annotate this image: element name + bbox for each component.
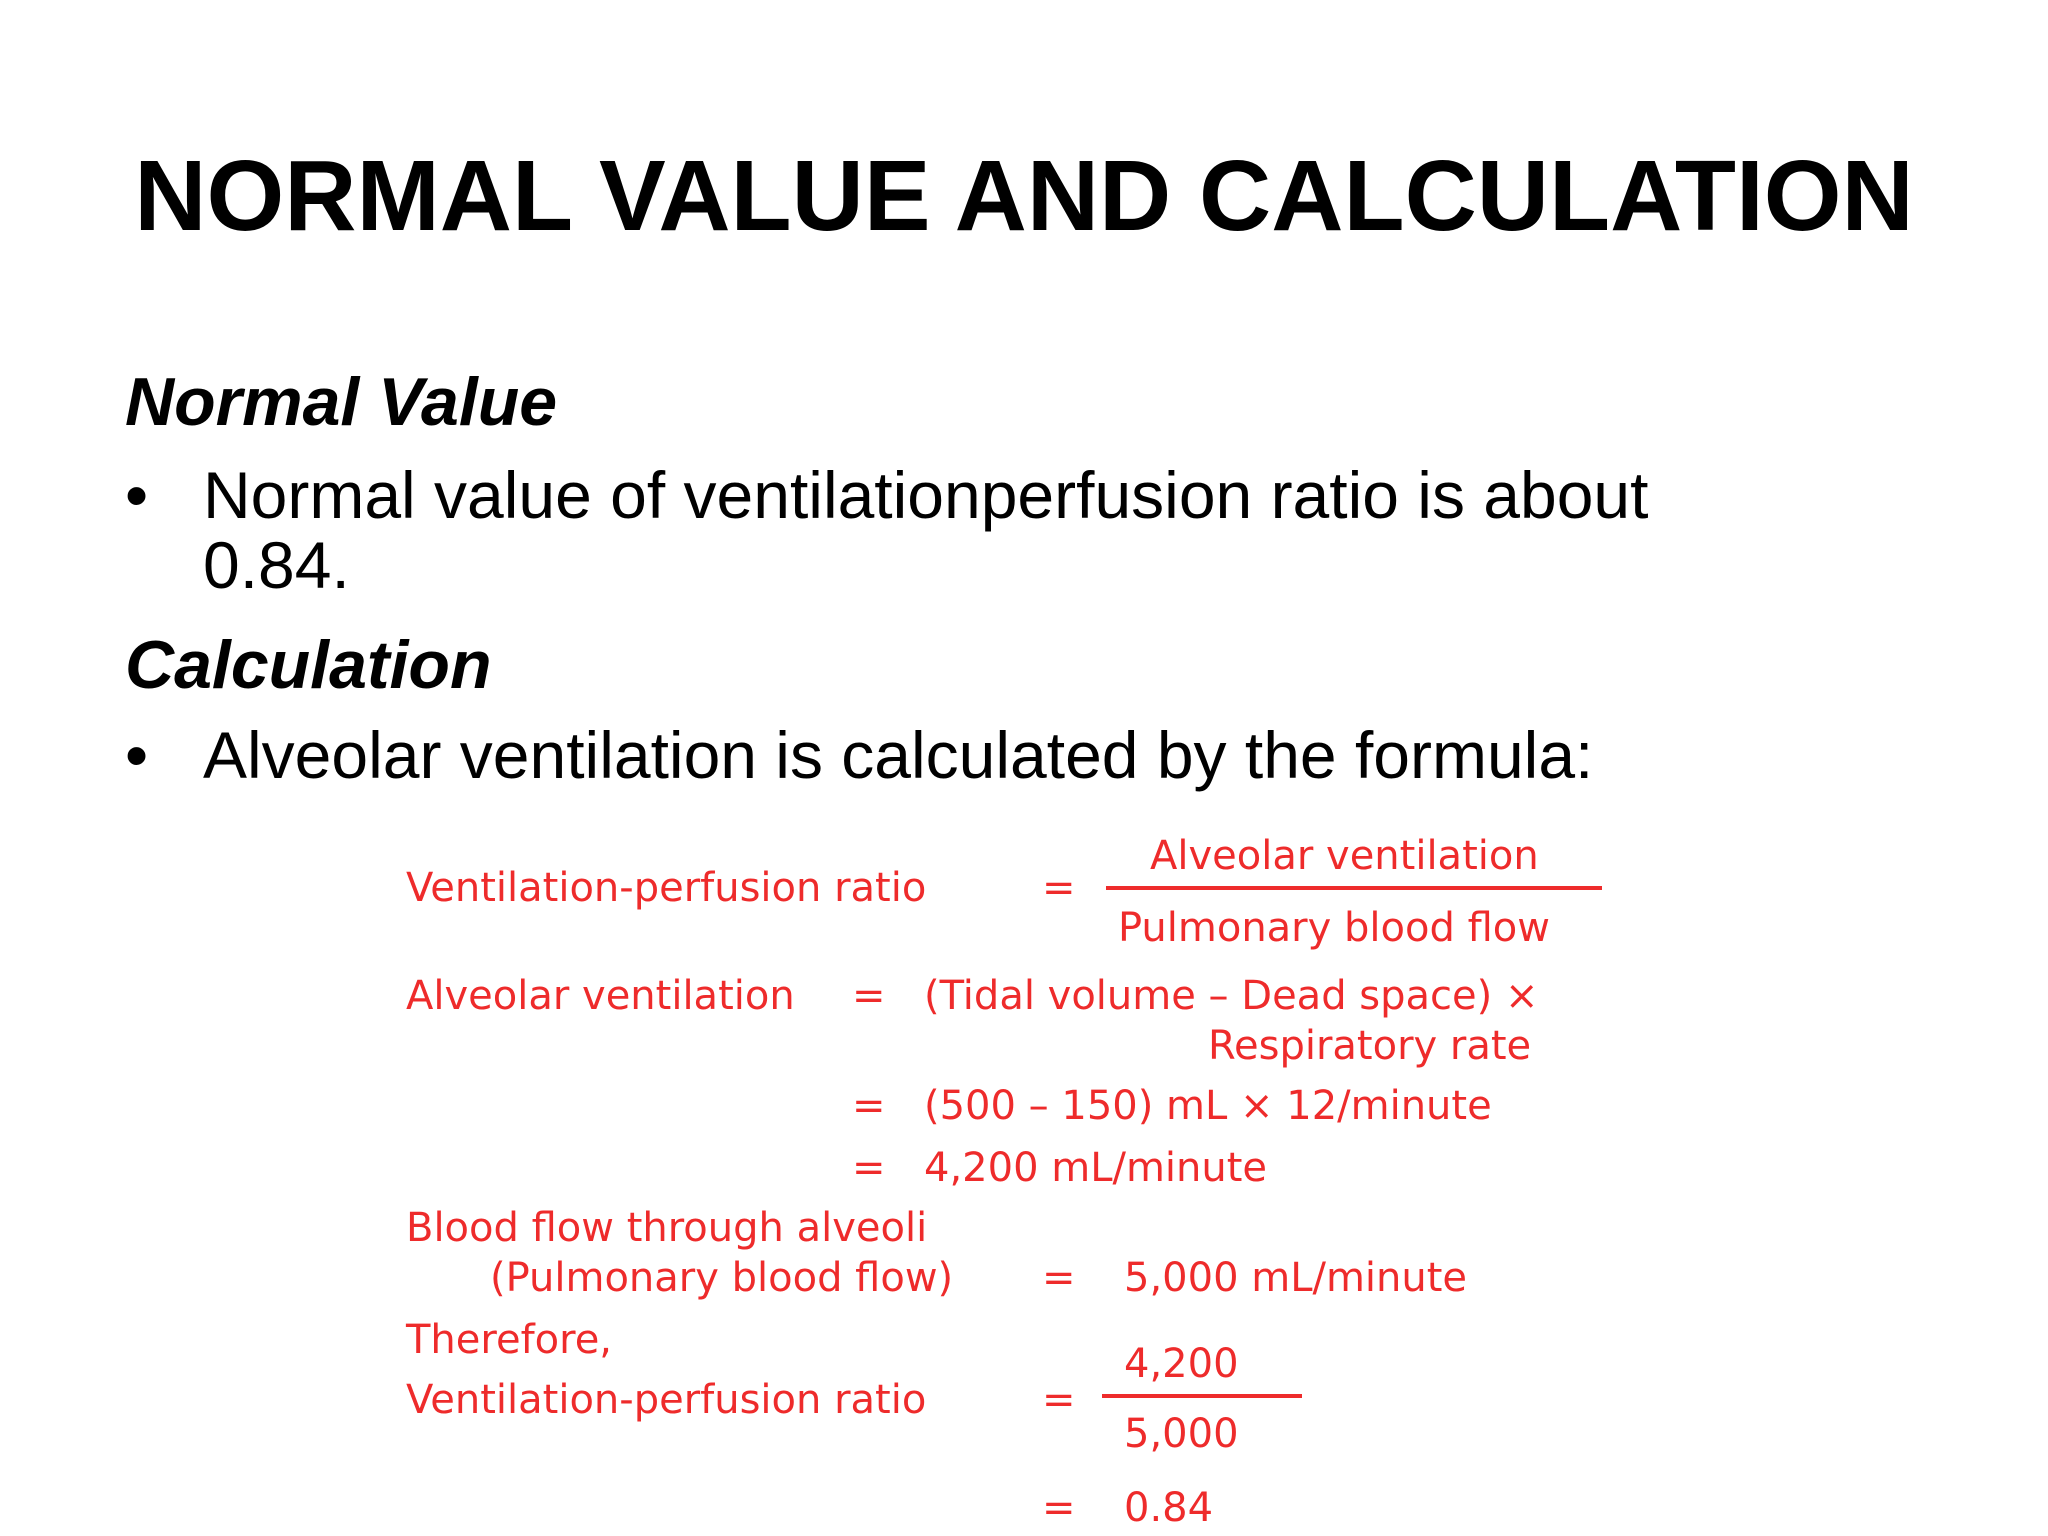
equals-sign: = [852, 1145, 886, 1191]
blood-flow-label: Blood flow through alveoli [406, 1205, 928, 1251]
equals-sign: = [1042, 865, 1076, 911]
formula-image [380, 820, 1680, 1536]
alveolar-ventilation-result: 4,200 mL/minute [924, 1145, 1268, 1191]
calculation-heading: Calculation [125, 627, 492, 703]
bullet-icon: • [125, 718, 149, 792]
pulmonary-blood-flow-value: 5,000 mL/minute [1124, 1255, 1468, 1301]
equals-sign: = [1042, 1485, 1076, 1531]
therefore-label: Therefore, [406, 1317, 613, 1363]
equals-sign: = [1042, 1377, 1076, 1423]
numerator-value: 4,200 [1124, 1341, 1239, 1387]
fraction-bar [1106, 886, 1602, 890]
vp-ratio-label: Ventilation-perfusion ratio [406, 1377, 927, 1423]
pulmonary-blood-flow-label: (Pulmonary blood flow) [490, 1255, 954, 1301]
equals-sign: = [1042, 1255, 1076, 1301]
normal-value-bullet [125, 460, 1965, 610]
respiratory-rate-expression: Respiratory rate [1208, 1023, 1532, 1069]
denominator-value: 5,000 [1124, 1411, 1239, 1457]
pulmonary-blood-flow-denominator: Pulmonary blood flow [1118, 905, 1550, 951]
fraction-bar [1102, 1394, 1302, 1398]
normal-value-heading: Normal Value [125, 364, 558, 440]
normal-value-line-1: Normal value of ventilationperfusion ratio is about [203, 458, 1649, 532]
calculation-text: Alveolar ventilation is calculated by the formula: [203, 718, 1594, 792]
substitution-expression: (500 – 150) mL × 12/minute [924, 1083, 1492, 1129]
calculation-bullet [125, 720, 1965, 800]
equals-sign: = [852, 1083, 886, 1129]
final-ratio-value: 0.84 [1124, 1485, 1214, 1531]
normal-value-line-2: 0.84. [203, 528, 350, 602]
bullet-icon: • [125, 458, 149, 532]
normal-value-text [203, 460, 1903, 600]
alveolar-ventilation-label: Alveolar ventilation [406, 973, 795, 1019]
tidal-volume-expression: (Tidal volume – Dead space) × [924, 973, 1539, 1019]
equals-sign: = [852, 973, 886, 1019]
alveolar-ventilation-numerator: Alveolar ventilation [1150, 833, 1539, 879]
slide-title: NORMAL VALUE AND CALCULATION [134, 140, 1914, 252]
vp-ratio-label: Ventilation-perfusion ratio [406, 865, 927, 911]
